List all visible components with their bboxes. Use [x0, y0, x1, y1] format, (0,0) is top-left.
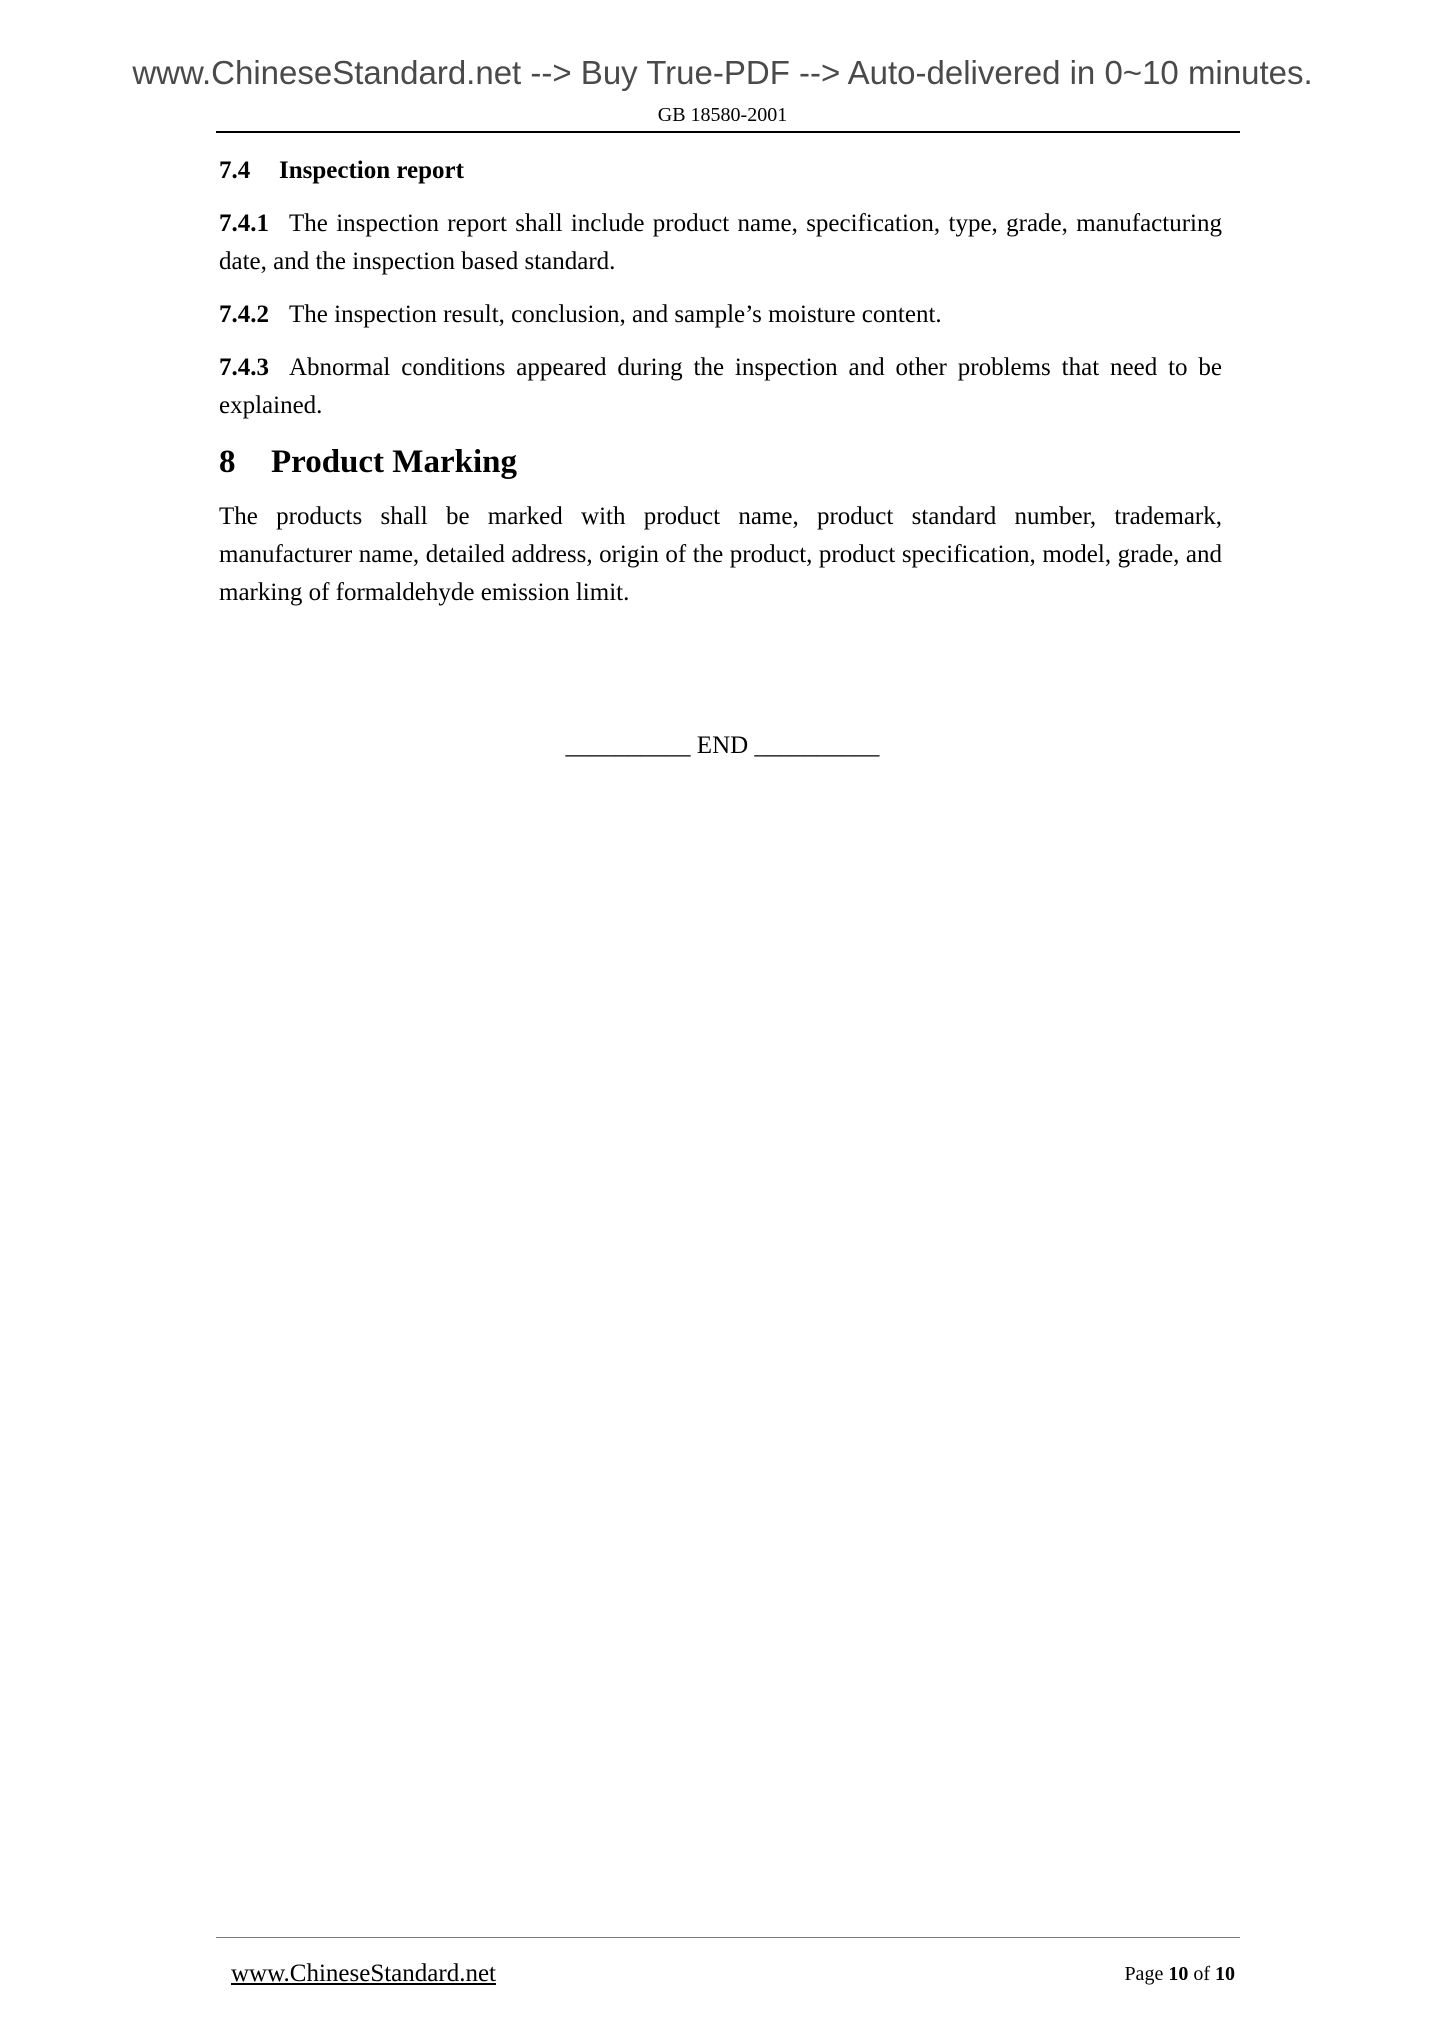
page-total: 10 — [1215, 1963, 1235, 1985]
paragraph-7-4-1 — [219, 205, 1222, 281]
page-current: 10 — [1168, 1963, 1189, 1985]
page-number — [1124, 1963, 1235, 1986]
page-of: of — [1193, 1963, 1210, 1985]
site-banner: www.ChineseStandard.net --> Buy True-PDF --> Auto-delivered in 0~10 minutes. — [132, 54, 1313, 91]
clause-text: The inspection report shall include product name, specification, type, grade, manufacturing date, and the inspection based standard. — [219, 210, 1222, 275]
header-divider — [216, 131, 1240, 133]
section-title: Product Marking — [271, 444, 517, 480]
section-heading-8 — [219, 440, 1222, 484]
page-label: Page — [1124, 1963, 1164, 1985]
paragraph-7-4-2 — [219, 296, 1222, 334]
footer-website-link[interactable]: www.ChineseStandard.net — [231, 1960, 496, 1987]
clause-text: Abnormal conditions appeared during the inspection and other problems that need to be explained. — [219, 354, 1222, 419]
page-content — [219, 152, 1222, 627]
paragraph-8: The products shall be marked with product name, product standard number, trademark, manufacturer name, detailed address, origin of the product, product specification, model, grade, and marking of formaldehyde emission limit. — [219, 503, 1222, 606]
footer-divider — [216, 1937, 1240, 1938]
section-number: 8 — [219, 444, 236, 480]
section-title: Inspection report — [279, 157, 464, 184]
document-code: GB 18580-2001 — [657, 104, 788, 126]
section-number: 7.4 — [219, 157, 251, 184]
clause-text: The inspection result, conclusion, and sample’s moisture content. — [289, 301, 942, 328]
paragraph-7-4-3 — [219, 349, 1222, 425]
end-marker: __________ END __________ — [565, 732, 880, 759]
clause-number: 7.4.1 — [219, 210, 269, 237]
clause-number: 7.4.3 — [219, 354, 269, 381]
section-heading-7-4 — [219, 152, 1222, 190]
clause-number: 7.4.2 — [219, 301, 269, 328]
